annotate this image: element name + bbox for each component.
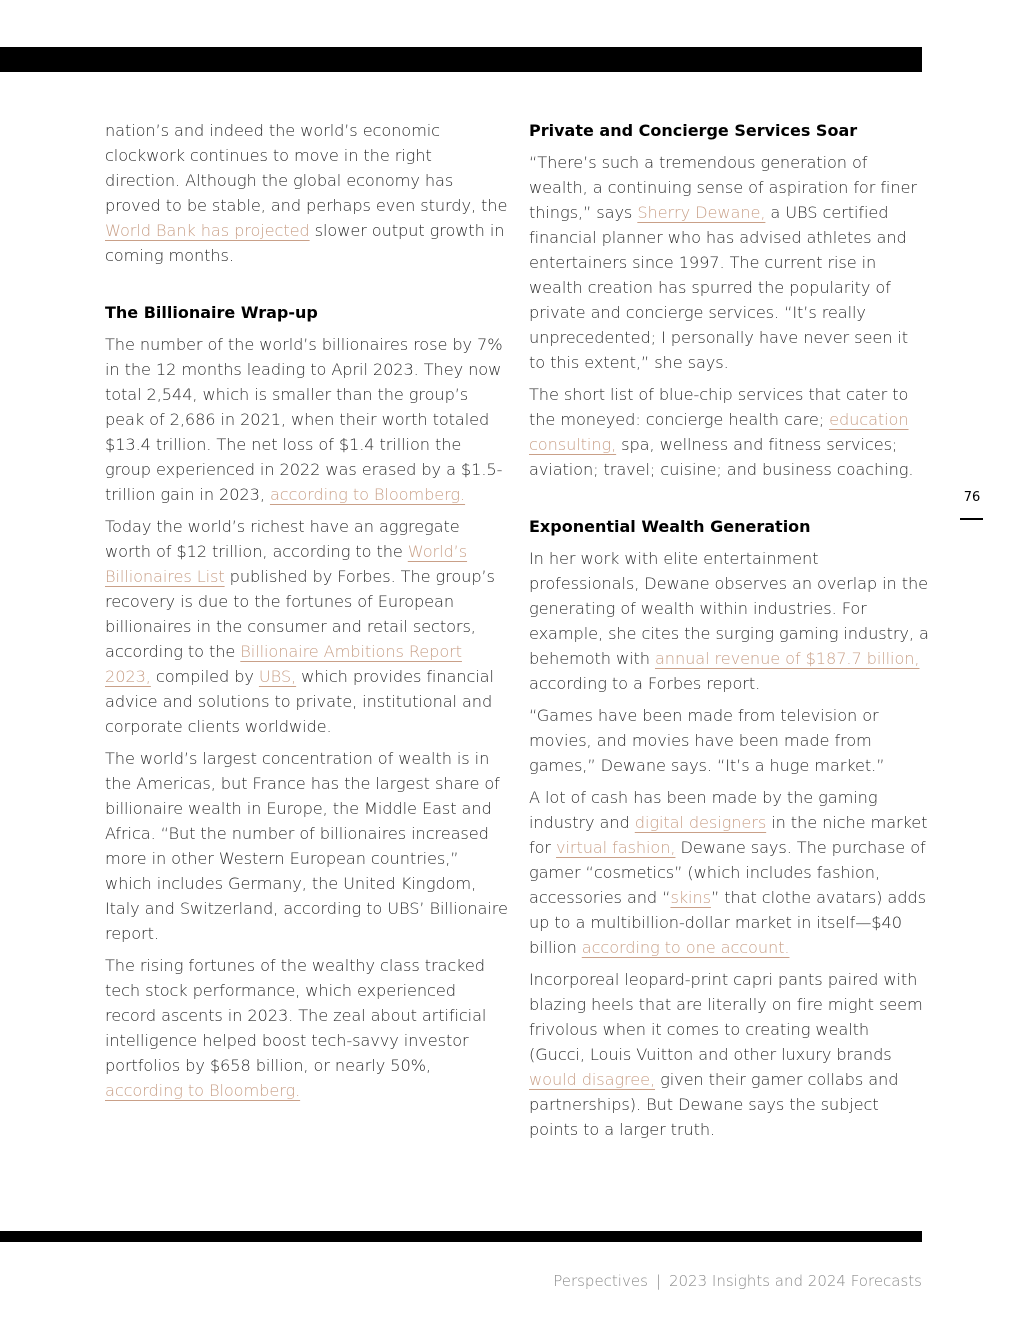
link-virtual-fashion[interactable]: virtual fashion, [556,838,676,857]
paragraph-tremendous-generation: “There’s such a tremendous generation of wealth, a continuing sense of aspiration for finer things,” says Sherry Dewane, a UBS certified financial planner who has advised athletes and entertainers since 1997. The current rise in wealth creation has spurred the popularity of private and concierge services. “It’s really unprecedented; I personally have never seen it to this extent,” she says. [529,153,917,372]
paragraph-billionaires-rose: The number of the world’s billionaires rose by 7% in the 12 months leading to April 2023. They now total 2,544, which is smaller than the group’s peak of 2,686 in 2021, when their worth totaled $13.4 trillion. The net loss of $1.4 trillion the group experienced in 2022 was erased by a $1.5-trillion gain in 2023, according to Bloomberg. [105,335,503,504]
footer-separator: | [655,1272,661,1290]
link-ubs[interactable]: UBS, [258,667,297,686]
paragraph-economic-clockwork: nation’s and indeed the world’s economic clockwork continues to move in the right direction. Although the global economy has proved to be stable, and perhaps even sturdy, the World Bank has projected slower output growth in coming months. [105,121,508,265]
heading-private-concierge: Private and Concierge Services Soar [529,121,858,140]
footer-title: 2023 Insights and 2024 Forecasts [668,1272,922,1290]
paragraph-blue-chip-services: The short list of blue-chip services that cater to the moneyed: concierge health care; education consulting, spa, wellness and fitness services; aviation; travel; cuisine; and business coaching. [529,385,914,479]
footer-section: Perspectives [553,1272,648,1290]
paragraph-gaming-cash: A lot of cash has been made by the gaming industry and digital designers in the niche market for virtual fashion, Dewane says. The purchase of gamer “cosmetics” (which includes fashion, accessories and “skins” that clothe avatars) adds up to a multibillion-dollar market in itself—$40 billion according to one account. [529,788,928,957]
link-billionaire-ambitions-report[interactable]: Billionaire Ambitions Report 2023, [105,642,462,686]
paragraph-elite-entertainment: In her work with elite entertainment professionals, Dewane observes an overlap in the generating of wealth within industries. For example, she cites the surging gaming industry, a behemoth with annual revenue of $187.7 billion, according to a Forbes report. [529,549,929,693]
link-annual-revenue[interactable]: annual revenue of $187.7 billion, [654,649,920,668]
paragraph-tech-stock: The rising fortunes of the wealthy class tracked tech stock performance, which experienced record ascents in 2023. The zeal about artificial intelligence helped boost tech-savvy investor portfolios by $658 billion, or nearly 50%, according to Bloomberg. [105,956,487,1100]
link-according-to-bloomberg[interactable]: according to Bloomberg. [269,485,466,504]
paragraph-concentration-of-wealth: The world’s largest concentration of wealth is in the Americas, but France has the largest share of billionaire wealth in Europe, the Middle East and Africa. “But the number of billionaires increased more in other Western European countries,” which includes Germany, the United Kingdom, Italy and Switzerland, according to UBS’ Billionaire report. [105,749,508,943]
link-world-bank[interactable]: World Bank has projected [105,221,310,240]
link-digital-designers[interactable]: digital designers [634,813,767,832]
link-according-to-bloomberg-2[interactable]: according to Bloomberg. [105,1081,301,1100]
link-sherry-dewane[interactable]: Sherry Dewane, [637,203,766,222]
link-worlds-billionaires-list[interactable]: World’s Billionaires List [105,542,468,586]
left-column [105,118,510,1110]
paragraph-games-quote: “Games have been made from television or movies, and movies have been made from games,” Dewane says. “It’s a huge market.” [529,706,885,775]
link-skins[interactable]: skins [670,888,711,907]
header-bar [0,47,922,72]
paragraph-incorporeal: Incorporeal leopard-print capri pants paired with blazing heels that are literally on fire might seem frivolous when it comes to creating wealth (Gucci, Louis Vuitton and other luxury brands would disagree, given their gamer collabs and partnerships). But Dewane says the subject points to a larger truth. [529,970,923,1139]
heading-exponential-wealth: Exponential Wealth Generation [529,517,811,536]
heading-billionaire-wrap-up: The Billionaire Wrap-up [105,303,318,322]
right-column [529,118,929,1149]
link-would-disagree[interactable]: would disagree, [529,1070,656,1089]
page-number-rule [960,518,983,520]
footer [553,1272,922,1290]
page-number: 76 [963,490,981,505]
paragraph-worlds-richest: Today the world’s richest have an aggregate worth of $12 trillion, according to the World’s Billionaires List published by Forbes. The group’s recovery is due to the fortunes of European billionaires in the consumer and retail sectors, according to the Billionaire Ambitions Report 2023, compiled by UBS, which provides financial advice and solutions to private, institutional and corporate clients worldwide. [105,517,495,736]
link-education-consulting[interactable]: education consulting, [529,410,909,454]
footer-bar [0,1231,922,1242]
link-according-to-one-account[interactable]: according to one account. [581,938,790,957]
